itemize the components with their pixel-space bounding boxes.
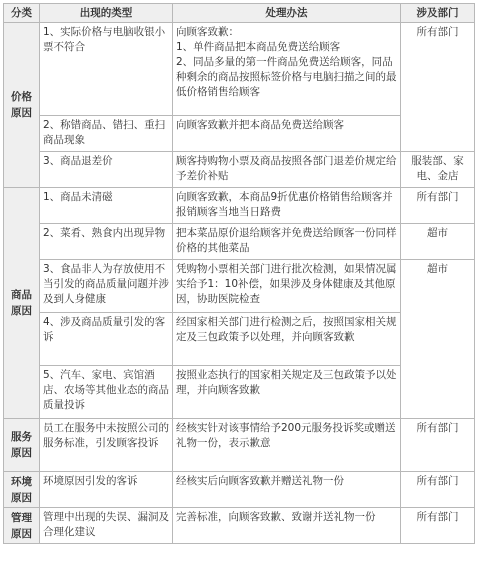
- category-cell: 环境原因: [4, 472, 40, 508]
- method-cell: 经核实针对该事情给予200元服务投诉奖或赠送礼物一份，表示歉意: [173, 419, 401, 472]
- department-cell: 超市: [401, 224, 475, 260]
- header-method: 处理办法: [173, 4, 401, 23]
- table-row: [4, 508, 475, 544]
- type-cell: 3、食品非人为存放使用不当引发的商品质量问题并涉及到人身健康: [40, 260, 173, 313]
- method-cell: 向顾客致歉： 1、单件商品把本商品免费送给顾客 2、同品多量的第一件商品免费送给顾客，同品种剩余的商品按照标签价格与电脑扫描之间的最低价格销售给顾客: [173, 23, 401, 116]
- table-row: [4, 419, 475, 472]
- table-row: [4, 260, 475, 313]
- type-cell: 2、称错商品、错扫、重扫商品现象: [40, 116, 173, 152]
- type-cell: 环境原因引发的客诉: [40, 472, 173, 508]
- complaint-handling-table: [3, 3, 475, 544]
- method-cell: 向顾客致歉并把本商品免费送给顾客: [173, 116, 401, 152]
- method-cell: 按照业态执行的国家相关规定及三包政策予以处理，并向顾客致歉: [173, 366, 401, 419]
- type-cell: 员工在服务中未按照公司的服务标准，引发顾客投诉: [40, 419, 173, 472]
- header-type: 出现的类型: [40, 4, 173, 23]
- type-cell: 2、菜肴、熟食内出现异物: [40, 224, 173, 260]
- method-cell: 顾客持购物小票及商品按照各部门退差价规定给予差价补贴: [173, 152, 401, 188]
- category-cell: 价格原因: [4, 23, 40, 188]
- header-category: 分类: [4, 4, 40, 23]
- type-cell: 1、商品未清磁: [40, 188, 173, 224]
- department-cell: 所有部门: [401, 508, 475, 544]
- department-cell: 所有部门: [401, 472, 475, 508]
- table-row: [4, 188, 475, 224]
- type-cell: 4、涉及商品质量引发的客诉: [40, 313, 173, 366]
- method-cell: 把本菜品原价退给顾客并免费送给顾客一份同样价格的其他菜品: [173, 224, 401, 260]
- category-cell: 服务原因: [4, 419, 40, 472]
- table-row: [4, 224, 475, 260]
- method-cell: 经国家相关部门进行检测之后，按照国家相关规定及三包政策予以处理，并向顾客致歉: [173, 313, 401, 366]
- category-cell: 管理原因: [4, 508, 40, 544]
- table-row: [4, 472, 475, 508]
- category-cell: 商品原因: [4, 188, 40, 419]
- type-cell: 1、实际价格与电脑收银小票不符合: [40, 23, 173, 116]
- table-row: [4, 23, 475, 116]
- department-cell: 所有部门: [401, 188, 475, 224]
- type-cell: 3、商品退差价: [40, 152, 173, 188]
- method-cell: 完善标准，向顾客致歉、致谢并送礼物一份: [173, 508, 401, 544]
- department-cell: 服装部、家电、金店: [401, 152, 475, 188]
- department-cell: 所有部门: [401, 23, 475, 152]
- header-row: [4, 4, 475, 23]
- table-row: [4, 152, 475, 188]
- type-cell: 管理中出现的失误、漏洞及合理化建议: [40, 508, 173, 544]
- header-department: 涉及部门: [401, 4, 475, 23]
- method-cell: 凭购物小票相关部门进行批次检测，如果情况属实给予1：10补偿，如果涉及身体健康及其他原因，协助医院检查: [173, 260, 401, 313]
- type-cell: 5、汽车、家电、宾馆酒店、农场等其他业态的商品质量投诉: [40, 366, 173, 419]
- method-cell: 经核实后向顾客致歉并赠送礼物一份: [173, 472, 401, 508]
- department-cell: 超市: [401, 260, 475, 419]
- method-cell: 向顾客致歉，本商品9折优惠价格销售给顾客并报销顾客当地当日路费: [173, 188, 401, 224]
- department-cell: 所有部门: [401, 419, 475, 472]
